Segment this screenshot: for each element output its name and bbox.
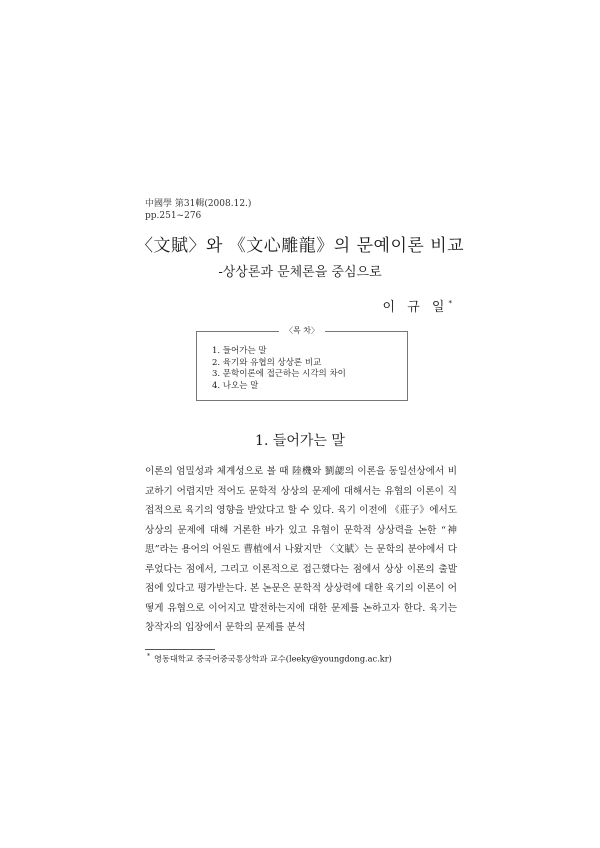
toc-item: 4. 나오는 말	[212, 380, 259, 391]
body-paragraph: 이론의 엄밀성과 체계성으로 볼 때 陸機와 劉勰의 이론을 동일선상에서 비교하기 어렵지만 적어도 문학적 상상의 문제에 대해서는 유협의 이론이 직접적으로 육기의 영향을 받았다고 할 수 있다. 육기 이전에 《莊子》에서도 상상의 문제에 대해 거론한 바가 있고 유협이 문학적 상상력을 논한 “神思”라는 용어의 어원도 曹植에서 나왔지만 〈文賦〉는 문학의 분야에서 다루었다는 점에서, 그리고 이론적으로 접근했다는 점에서 상상 이론의 출발점에 있다고 평가받는다. 본 논문은 문학적 상상력에 대한 육기의 이론이 어떻게 유협으로 이어지고 발전하는지에 대한 문제를 논하고자 한다. 육기는 창작자의 입장에서 문학의 문제를 분석	[145, 466, 457, 633]
author-footnote-mark: *	[448, 299, 452, 308]
footnote-divider	[145, 649, 215, 650]
section-heading: 1. 들어가는 말	[255, 433, 345, 449]
toc-list	[212, 346, 346, 392]
author	[383, 296, 452, 315]
toc-item: 1. 들어가는 말	[212, 346, 267, 356]
journal-pages: pp.251~276	[145, 211, 202, 221]
table-of-contents	[196, 326, 408, 401]
paper-title: 〈文賦〉와 《文心雕龍》의 문예이론 비교	[135, 236, 465, 256]
footnote-text: 영동대학교 중국어중국통상학과 교수(leeky@youngdong.ac.kr)	[154, 653, 392, 664]
author-name: 이 규 일	[382, 300, 449, 315]
toc-item: 2. 육기와 유협의 상상론 비교	[212, 357, 322, 368]
toc-heading: 〈목 차〉	[279, 326, 325, 335]
paper-subtitle: -상상론과 문체론을 중심으로	[218, 265, 382, 280]
journal-issue: 中國學 第31輯(2008.12.)	[145, 199, 252, 209]
footnote	[147, 651, 392, 665]
toc-item: 3. 문학이론에 접근하는 시각의 차이	[212, 369, 346, 379]
journal-info	[145, 198, 251, 222]
footnote-mark: *	[147, 653, 150, 660]
